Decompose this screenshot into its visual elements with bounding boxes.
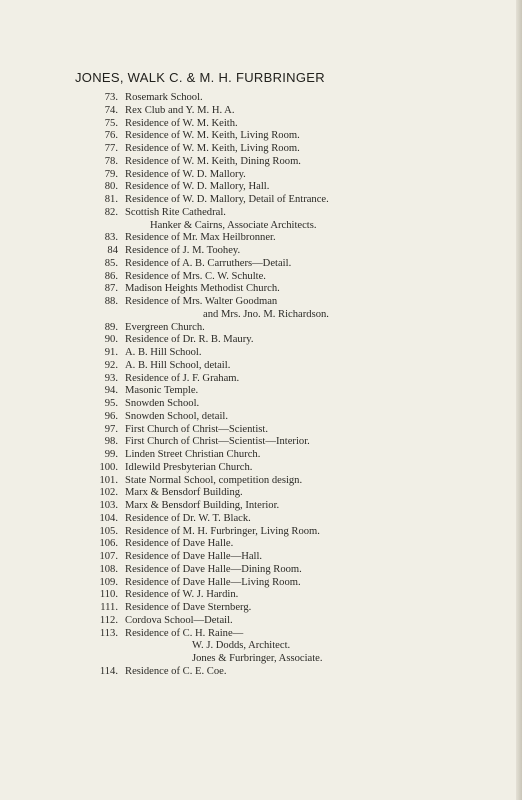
list-item (0, 487, 522, 500)
list-item-continuation: and Mrs. Jno. M. Richardson. (203, 308, 329, 320)
list-item-text: Residence of Dave Halle—Living Room. (125, 576, 301, 588)
plate-list (0, 92, 522, 679)
list-item (0, 156, 522, 169)
list-item-text: State Normal School, competition design. (125, 474, 303, 486)
list-item-number: 101. (99, 474, 118, 486)
list-item-number: 96. (104, 410, 118, 422)
list-item (0, 283, 522, 296)
list-item (0, 296, 522, 309)
list-item-text: Residence of W. D. Mallory, Hall. (125, 181, 270, 193)
list-item-text: Residence of Dr. W. T. Black. (125, 512, 251, 524)
list-item-number: 83. (104, 232, 118, 244)
list-item (0, 577, 522, 590)
list-item-number: 106. (99, 538, 118, 550)
list-item (0, 640, 522, 653)
list-item-text: Residence of W. J. Hardin. (125, 589, 239, 601)
list-item-number: 91. (104, 347, 118, 358)
list-item-number: 99. (104, 449, 118, 460)
list-item (0, 169, 522, 182)
list-item-number: 80. (104, 181, 118, 193)
list-item-number: 79. (104, 168, 118, 180)
list-item-number: 110. (99, 589, 118, 601)
list-item-number: 104. (99, 512, 118, 524)
list-item (0, 322, 522, 335)
list-item-number: 113. (99, 627, 118, 639)
list-item (0, 220, 522, 233)
list-item-text: Residence of W. D. Mallory. (125, 168, 246, 180)
list-item (0, 411, 522, 424)
list-item-number: 78. (104, 155, 118, 167)
list-item-number: 103. (99, 500, 118, 511)
list-item-number: 74. (104, 104, 118, 116)
list-item (0, 666, 522, 679)
list-item-text: A. B. Hill School. (125, 347, 202, 358)
list-item-text: Madison Heights Methodist Church. (125, 283, 280, 295)
list-item-number: 86. (104, 270, 118, 282)
list-item-number: 109. (99, 576, 118, 588)
list-item-number: 111. (100, 602, 118, 613)
list-item-text: Residence of Dr. R. B. Maury. (125, 334, 254, 346)
list-item (0, 92, 522, 105)
list-item (0, 513, 522, 526)
list-item (0, 232, 522, 245)
list-item-number: 97. (104, 423, 118, 435)
page-title: JONES, WALK C. & M. H. FURBRINGER (75, 70, 325, 85)
list-item-number: 81. (104, 194, 118, 205)
list-item-text: Residence of C. H. Raine— (125, 627, 244, 639)
list-item-text: Scottish Rite Cathedral. (125, 206, 226, 218)
list-item (0, 309, 522, 322)
list-item-number: 100. (99, 461, 118, 473)
list-item (0, 398, 522, 411)
list-item-number: 73. (104, 92, 118, 103)
list-item-text: Rosemark School. (125, 92, 203, 103)
list-item-text: Evergreen Church. (125, 321, 205, 333)
list-item-text: Idlewild Presbyterian Church. (125, 461, 253, 473)
list-item (0, 424, 522, 437)
list-item-text: First Church of Christ—Scientist. (125, 423, 269, 435)
list-item-text: Residence of J. M. Toohey. (125, 245, 241, 256)
list-item-number: 108. (99, 563, 118, 575)
list-item-number: 88. (104, 296, 118, 307)
list-item (0, 271, 522, 284)
list-item (0, 334, 522, 347)
list-item-text: First Church of Christ—Scientist—Interior. (125, 436, 310, 448)
list-item-text: Residence of Mr. Max Heilbronner. (125, 232, 276, 244)
list-item-number: 77. (104, 143, 118, 154)
list-item (0, 615, 522, 628)
list-item-number: 75. (104, 117, 118, 129)
list-item-number: 84 (107, 245, 118, 256)
list-item-text: Cordova School—Detail. (125, 614, 233, 626)
list-item (0, 551, 522, 564)
list-item-text: Residence of A. B. Carruthers—Detail. (125, 257, 292, 269)
list-item-number: 87. (104, 283, 118, 295)
list-item (0, 462, 522, 475)
list-item-continuation: Jones & Furbringer, Associate. (192, 653, 323, 664)
list-item (0, 347, 522, 360)
list-item (0, 130, 522, 143)
list-item (0, 194, 522, 207)
list-item-text: Residence of W. M. Keith, Dining Room. (125, 155, 301, 167)
list-item-continuation: Hanker & Cairns, Associate Architects. (150, 219, 317, 231)
list-item (0, 258, 522, 271)
list-item-text: Snowden School. (125, 398, 200, 409)
list-item (0, 602, 522, 615)
list-item-text: Marx & Bensdorf Building, Interior. (125, 500, 280, 511)
list-item (0, 449, 522, 462)
list-item-text: Residence of Dave Halle—Dining Room. (125, 563, 302, 575)
list-item-text: Residence of Mrs. C. W. Schulte. (125, 270, 266, 282)
list-item-text: Residence of W. M. Keith, Living Room. (125, 143, 300, 154)
list-item-number: 93. (104, 372, 118, 384)
list-item (0, 143, 522, 156)
list-item-text: Residence of M. H. Furbringer, Living Room. (125, 525, 320, 537)
list-item-text: Residence of Dave Sternberg. (125, 602, 252, 613)
list-item (0, 628, 522, 641)
list-item (0, 385, 522, 398)
list-item-number: 94. (104, 385, 118, 397)
list-item-text: Residence of J. F. Graham. (125, 372, 240, 384)
list-item (0, 373, 522, 386)
list-item-text: Residence of C. E. Coe. (125, 665, 227, 677)
list-item (0, 653, 522, 666)
list-item (0, 475, 522, 488)
list-item-number: 92. (104, 359, 118, 371)
list-item (0, 564, 522, 577)
list-item-text: Residence of Mrs. Walter Goodman (125, 296, 278, 307)
list-item (0, 538, 522, 551)
list-item-text: Masonic Temple. (125, 385, 199, 397)
list-item-number: 102. (99, 487, 118, 499)
list-item-number: 98. (104, 436, 118, 448)
list-item-number: 90. (104, 334, 118, 346)
list-item-number: 95. (104, 398, 118, 409)
list-item (0, 118, 522, 131)
list-item-text: Linden Street Christian Church. (125, 449, 261, 460)
list-item (0, 500, 522, 513)
list-item (0, 360, 522, 373)
list-item (0, 207, 522, 220)
list-item-number: 85. (104, 257, 118, 269)
list-item-text: Rex Club and Y. M. H. A. (125, 104, 235, 116)
list-item (0, 245, 522, 258)
list-item (0, 181, 522, 194)
list-item-text: A. B. Hill School, detail. (125, 359, 231, 371)
list-item-number: 82. (104, 206, 118, 218)
list-item-continuation: W. J. Dodds, Architect. (192, 640, 291, 652)
list-item-number: 114. (99, 665, 118, 677)
list-item-text: Residence of W. M. Keith. (125, 117, 238, 129)
list-item-number: 76. (104, 130, 118, 142)
list-item-number: 107. (99, 551, 118, 562)
list-item (0, 105, 522, 118)
list-item (0, 589, 522, 602)
list-item-text: Snowden School, detail. (125, 410, 228, 422)
list-item-number: 105. (99, 525, 118, 537)
list-item-text: Marx & Bensdorf Building. (125, 487, 243, 499)
list-item-number: 112. (99, 614, 118, 626)
list-item (0, 436, 522, 449)
list-item-text: Residence of Dave Halle. (125, 538, 234, 550)
list-item-number: 89. (104, 321, 118, 333)
list-item-text: Residence of W. D. Mallory, Detail of Entrance. (125, 194, 329, 205)
list-item-text: Residence of Dave Halle—Hall. (125, 551, 263, 562)
list-item (0, 526, 522, 539)
list-item-text: Residence of W. M. Keith, Living Room. (125, 130, 300, 142)
